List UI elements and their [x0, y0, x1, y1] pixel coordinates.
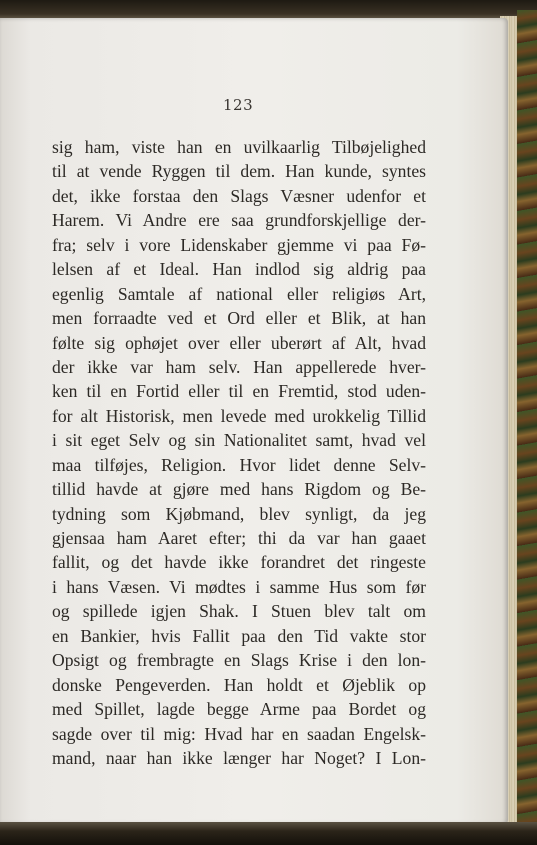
book-page — [0, 18, 508, 824]
text-line: fallit, og det havde ikke forandret det ringeste — [52, 552, 426, 573]
text-line: egenlig Samtale af national eller religiøs Art, — [52, 283, 426, 304]
page-number: 123 — [223, 96, 254, 114]
text-line: følte sig ophøjet over eller uberørt af Alt, hvad — [52, 332, 426, 353]
text-line: donske Pengeverden. Han holdt et Øjeblik op — [52, 674, 426, 695]
scan-bottom-border — [0, 822, 537, 845]
text-line: i hans Væsen. Vi mødtes i samme Hus som før — [52, 576, 426, 597]
text-line: det, ikke forstaa den Slags Væsner udenfor et — [52, 185, 426, 206]
text-line: der ikke var ham selv. Han appellerede hver- — [52, 356, 426, 377]
text-line: sagde over til mig: Hvad har en saadan Engelsk- — [52, 723, 426, 744]
text-line: sig ham, viste han en uvilkaarlig Tilbøjelighed — [52, 137, 426, 157]
scan-top-border — [0, 0, 537, 20]
text-line: Opsigt og frembragte en Slags Krise i den lon- — [52, 650, 426, 671]
body-text — [52, 135, 426, 770]
text-line: i sit eget Selv og sin Nationalitet samt, hvad vel — [52, 430, 426, 451]
text-line: fra; selv i vore Lidenskaber gjemme vi paa Fø- — [52, 234, 426, 255]
text-line: med Spillet, lagde begge Arme paa Bordet og — [52, 699, 426, 720]
text-line: gjensaa ham Aaret efter; thi da var han gaaet — [52, 528, 426, 548]
text-line: tydning som Kjøbmand, blev synligt, da jeg — [52, 503, 426, 524]
text-line: maa tilføjes, Religion. Hvor lidet denne Selv- — [52, 454, 426, 475]
marbled-cover-edge — [517, 10, 537, 830]
text-line: og spillede igjen Shak. I Stuen blev talt om — [52, 601, 426, 622]
text-line: men forraadte ved et Ord eller et Blik, at han — [52, 308, 426, 329]
text-line: tillid havde at gjøre med hans Rigdom og Be- — [52, 479, 426, 500]
text-line: Harem. Vi Andre ere saa grundforskjellige der- — [52, 210, 426, 231]
text-line: ken til en Fortid eller til en Fremtid, stod uden- — [52, 381, 426, 402]
text-line: en Bankier, hvis Fallit paa den Tid vakte stor — [52, 625, 426, 646]
text-line: for alt Historisk, men levede med urokkelig Tillid — [52, 405, 426, 426]
text-line: lelsen af et Ideal. Han indlod sig aldrig paa — [52, 259, 426, 280]
text-line: mand, naar han ikke længer har Noget? I Lon- — [52, 747, 426, 768]
text-line: til at vende Ryggen til dem. Han kunde, syntes — [52, 161, 426, 182]
